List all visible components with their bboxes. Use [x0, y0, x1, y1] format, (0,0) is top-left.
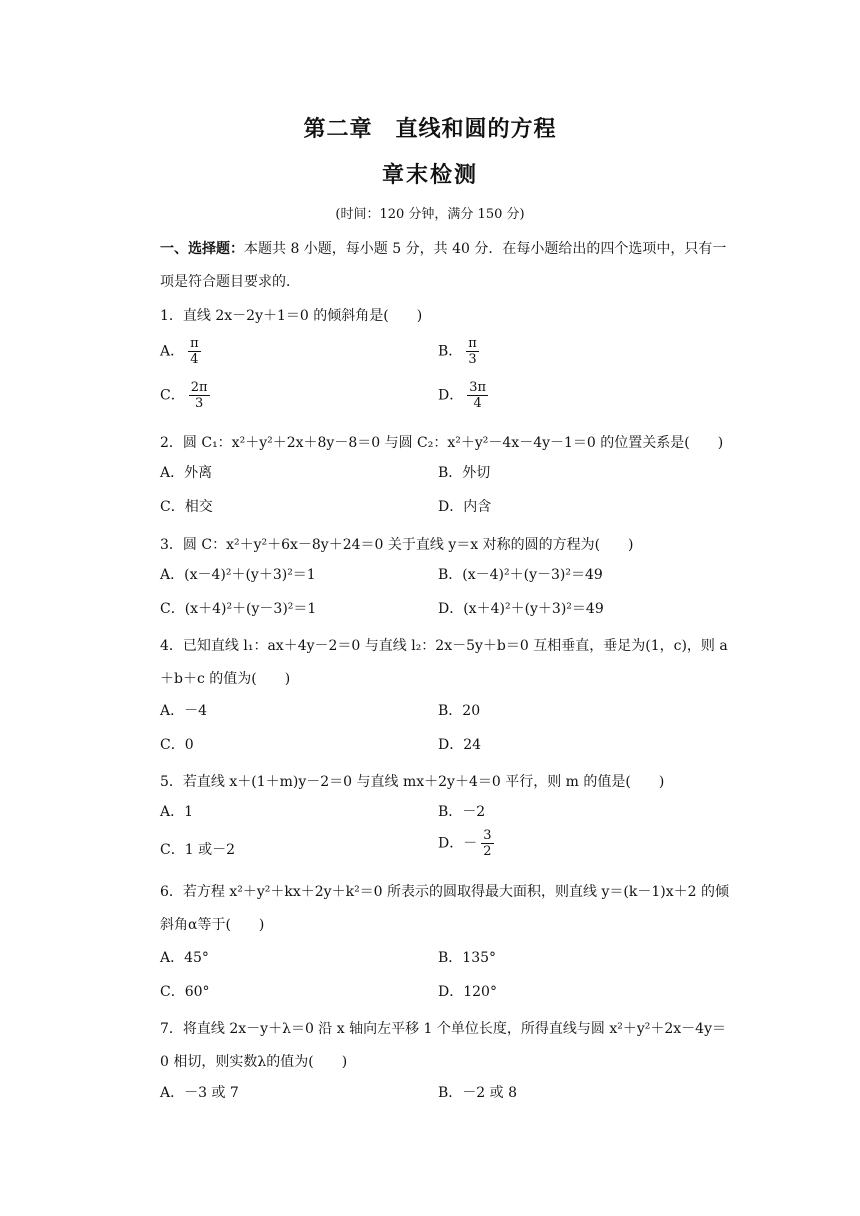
q6-option-c: C．60°	[160, 984, 210, 1000]
q6-option-d: D．120°	[438, 984, 497, 1000]
q3-option-d: D．(x＋4)²＋(y＋3)²＝49	[438, 601, 604, 617]
q1-option-b: B． $\frac{\pi}{3}$	[438, 336, 477, 367]
fraction: $\frac{3\pi}{4}$	[469, 380, 487, 411]
q1-option-a: A． $\frac{\pi}{4}$	[160, 336, 199, 367]
q4-option-c: C．0	[160, 737, 194, 753]
q5-option-b: B．－2	[438, 804, 486, 820]
question-4-stem: 4．已知直线 l₁：ax＋4y－2＝0 与直线 l₂：2x－5y＋b＝0 互相垂直，垂足为(1，c)，则 a＋b＋c 的值为( )	[160, 638, 728, 687]
q4-option-d: D．24	[438, 737, 482, 753]
question-2-stem: 2．圆 C₁：x²＋y²＋2x＋8y－8＝0 与圆 C₂：x²＋y²－4x－4y－1＝0 的位置关系是( )	[160, 435, 724, 451]
q6-option-a: A．45°	[160, 950, 209, 966]
question-7-stem: 7．将直线 2x－y＋λ＝0 沿 x 轴向左平移 1 个单位长度，所得直线与圆 x²＋y²＋2x－4y＝0 相切，则实数λ的值为( )	[160, 1021, 727, 1070]
page-subtitle: 章末检测	[381, 163, 478, 188]
q2-option-b: B．外切	[438, 465, 491, 481]
q7-option-b: B．－2 或 8	[438, 1085, 518, 1101]
chapter-title: 第二章 直线和圆的方程	[303, 117, 557, 142]
section-label: 一、选择题：	[160, 241, 244, 257]
question-3-stem: 3．圆 C：x²＋y²＋6x－8y＋24＝0 关于直线 y＝x 对称的圆的方程为( )	[160, 537, 634, 553]
fraction: $\frac{\pi}{3}$	[468, 336, 477, 367]
q2-option-d: D．内含	[438, 499, 492, 515]
q2-option-a: A．外离	[160, 465, 213, 481]
q3-option-b: B．(x－4)²＋(y－3)²＝49	[438, 567, 603, 583]
time-note: (时间：120 分钟，满分 150 分)	[335, 207, 525, 222]
q5-option-a: A．1	[160, 804, 194, 820]
fraction: $\frac{\pi}{4}$	[190, 336, 199, 367]
q7-option-a: A．－3 或 7	[160, 1085, 239, 1101]
q3-option-a: A．(x－4)²＋(y＋3)²＝1	[160, 567, 316, 583]
fraction: $\frac{2\pi}{3}$	[190, 380, 208, 411]
q2-option-c: C．相交	[160, 499, 213, 515]
q1-option-c: C． $\frac{2\pi}{3}$	[160, 380, 208, 411]
question-5-stem: 5．若直线 x＋(1＋m)y－2＝0 与直线 mx＋2y＋4＝0 平行，则 m 的值是( )	[160, 774, 665, 790]
section-heading	[160, 233, 730, 299]
question-1-stem: 1．直线 2x－2y＋1＝0 的倾斜角是( )	[160, 308, 423, 324]
q3-option-c: C．(x＋4)²＋(y－3)²＝1	[160, 601, 317, 617]
fraction: $\frac{3}{2}$	[483, 828, 492, 859]
q1-option-d: D． $\frac{3\pi}{4}$	[438, 380, 487, 411]
q5-option-d: D．－ $\frac{3}{2}$	[438, 828, 492, 859]
q4-option-a: A．－4	[160, 703, 208, 719]
question-6-stem: 6．若方程 x²＋y²＋kx＋2y＋k²＝0 所表示的圆取得最大面积，则直线 y＝(k－1)x＋2 的倾斜角α等于( )	[160, 884, 729, 933]
section-text: 本题共 8 小题，每小题 5 分，共 40 分．在每小题给出的四个选项中，只有一项是符合题目要求的．	[160, 241, 727, 290]
q6-option-b: B．135°	[438, 950, 497, 966]
q5-option-c: C．1 或－2	[160, 842, 235, 858]
q4-option-b: B．20	[438, 703, 481, 719]
